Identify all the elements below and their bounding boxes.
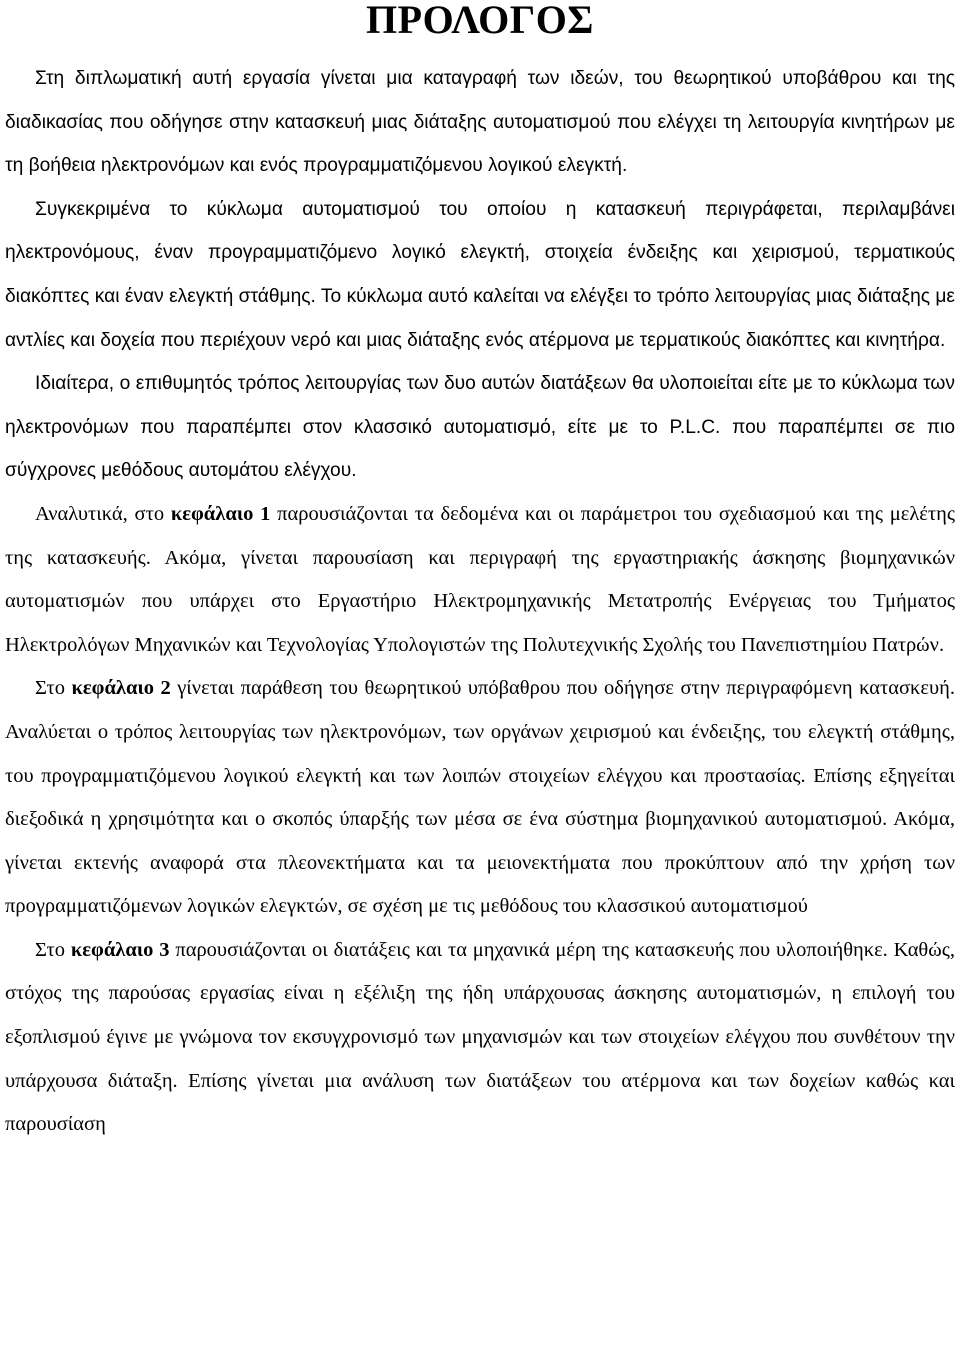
chapter-3-text: παρουσιάζονται οι διατάξεις και τα μηχανικά μέρη της κατασκευής που υλοποιήθηκε. Καθώς, στόχος της παρούσας εργασίας είναι η εξέλιξη της ήδη υπάρχουσας άσκησης αυτοματισμών, η επιλογή του εξοπλισμού έγινε με γνώμονα τον εκσυγχρονισμό των μηχανισμών και των στοιχείων ελέγχου που συνθέτουν την υπάρχουσα διάταξη. Επίσης γίνεται μια ανάλυση των διατάξεων του ατέρμονα και των δοχείων καθώς και παρουσίαση [5, 938, 955, 1136]
paragraph-intro: Στη διπλωματική αυτή εργασία γίνεται μια καταγραφή των ιδεών, του θεωρητικού υποβάθρου και της διαδικασίας που οδήγησε στην κατασκευή μιας διάταξης αυτοματισμού που ελέγχει τη λειτουργία κινητήρων με τη βοήθεια ηλεκτρονόμων και ενός προγραμματιζόμενου λογικού ελεγκτή. [5, 68, 955, 177]
chapter-3-label: κεφάλαιο 3 [70, 938, 170, 961]
page-title: ΠΡΟΛΟΓΟΣ [366, 0, 594, 42]
chapter-2-lead: Στο [35, 677, 72, 700]
paragraph-chapter-1 [5, 493, 955, 667]
chapter-1-label: κεφάλαιο 1 [170, 502, 271, 525]
chapter-2-label: κεφάλαιο 2 [71, 677, 171, 700]
chapter-1-text: παρουσιάζονται τα δεδομένα και οι παράμετροι του σχεδιασμού και της μελέτης της κατασκευής. Ακόμα, γίνεται παρουσίαση και περιγραφή της εργαστηριακής άσκησης βιομηχανικών αυτοματισμών που υπάρχει στο Εργαστήριο Ηλεκτρομηχανικής Μετατροπής Ενέργειας του Τμήματος Ηλεκτρολόγων Μηχανικών και Τεχνολογίας Υπολογιστών της Πολυτεχνικής Σχολής του Πανεπιστημίου Πατρών. [5, 502, 955, 656]
paragraph-chapter-3 [5, 929, 955, 1147]
document-page [5, 0, 955, 1147]
paragraph-circuit-description: Συγκεκριμένα το κύκλωμα αυτοματισμού του οποίου η κατασκευή περιγράφεται, περιλαμβάνει ηλεκτρονόμους, έναν προγραμματιζόμενο λογικό ελεγκτή, στοιχεία ένδειξης και χειρισμού, τερματικούς διακόπτες και έναν ελεγκτή στάθμης. Το κύκλωμα αυτό καλείται να ελέγξει το τρόπο λειτουργίας μιας διάταξης με αντλίες και δοχεία που περιέχουν νερό και μιας διάταξης ενός ατέρμονα με τερματικούς διακόπτες και κινητήρα. [5, 198, 955, 351]
chapter-1-lead: Αναλυτικά, στο [35, 502, 171, 525]
paragraph-operation-mode: Ιδιαίτερα, ο επιθυμητός τρόπος λειτουργίας των δυο αυτών διατάξεων θα υλοποιείται είτε με το κύκλωμα των ηλεκτρονόμων που παραπέμπει στον κλασσικό αυτοματισμό, είτε με το P.L.C. που παραπέμπει σε πιο σύγχρονες μεθόδους αυτομάτου ελέγχου. [5, 373, 955, 482]
chapter-2-text: γίνεται παράθεση του θεωρητικού υπόβαθρου που οδήγησε στην περιγραφόμενη κατασκευή. Αναλύεται ο τρόπος λειτουργίας των ηλεκτρονόμων, των οργάνων χειρισμού και ένδειξης, του ελεγκτή στάθμης, του προγραμματιζόμενου λογικού ελεγκτή και των λοιπών στοιχείων ελέγχου και προστασίας. Επίσης εξηγείται διεξοδικά η χρησιμότητα και ο σκοπός ύπαρξής των μέσα σε ένα σύστημα βιομηχανικού αυτοματισμού. Ακόμα, γίνεται εκτενής αναφορά στα πλεονεκτήματα και τα μειονεκτήματα που προκύπτουν από την χρήση των προγραμματιζόμενων λογικών ελεγκτών, σε σχέση με τις μεθόδους του κλασσικού αυτοματισμού [5, 677, 955, 918]
paragraph-chapter-2 [5, 667, 955, 929]
chapter-3-lead: Στο [35, 938, 71, 961]
